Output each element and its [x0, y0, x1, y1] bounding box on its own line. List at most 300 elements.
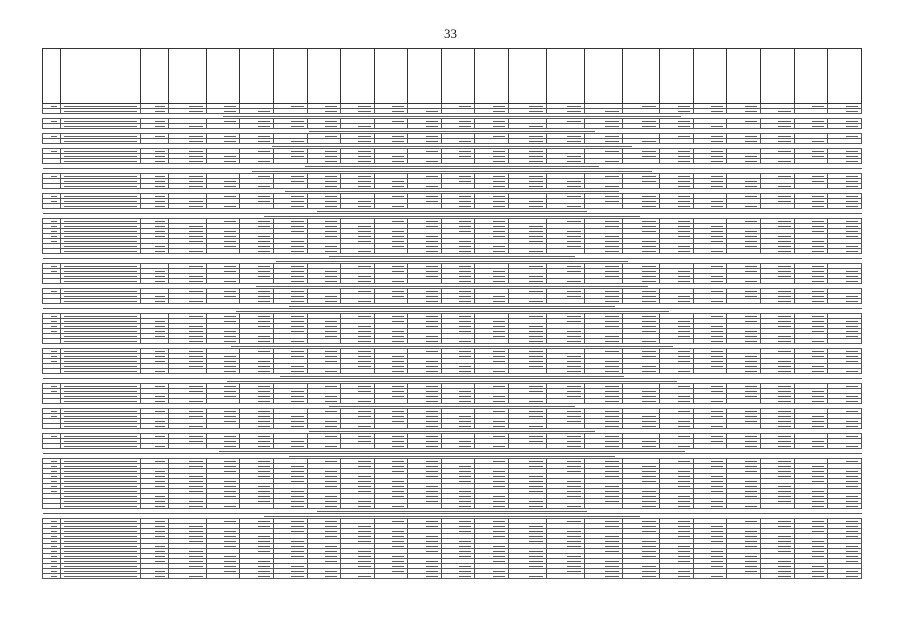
illegible-text-mark	[311, 391, 338, 392]
illegible-text-mark	[711, 466, 723, 467]
illegible-text-mark	[144, 291, 165, 292]
illegible-text-mark	[846, 396, 858, 397]
illegible-text-mark	[378, 276, 405, 277]
illegible-text-mark	[189, 416, 203, 417]
illegible-text-mark	[189, 276, 203, 277]
illegible-text-mark	[567, 546, 581, 547]
illegible-text-mark	[189, 361, 203, 362]
illegible-text-mark	[812, 176, 824, 177]
illegible-text-mark	[778, 241, 790, 242]
illegible-text-mark	[189, 156, 203, 157]
illegible-text-mark	[291, 506, 303, 507]
illegible-text-mark	[642, 351, 656, 352]
illegible-text-mark	[51, 461, 57, 462]
illegible-text-mark	[51, 411, 57, 412]
illegible-text-mark	[411, 181, 438, 182]
illegible-text-mark	[64, 551, 137, 552]
table-cell	[206, 574, 240, 579]
illegible-text-mark	[711, 316, 723, 317]
illegible-text-mark	[224, 206, 236, 207]
illegible-text-mark	[846, 236, 858, 237]
illegible-text-mark	[778, 321, 790, 322]
illegible-text-mark	[846, 526, 858, 527]
illegible-text-mark	[311, 366, 338, 367]
illegible-text-mark	[344, 246, 371, 247]
illegible-text-mark	[812, 341, 824, 342]
illegible-text-mark	[51, 326, 57, 327]
illegible-text-mark	[459, 471, 471, 472]
illegible-text-mark	[224, 396, 236, 397]
illegible-text-mark	[51, 571, 57, 572]
illegible-text-mark	[730, 576, 757, 577]
illegible-text-mark	[426, 441, 438, 442]
illegible-text-mark	[344, 321, 371, 322]
illegible-text-mark	[46, 336, 57, 337]
illegible-text-mark	[358, 351, 370, 352]
illegible-text-mark	[529, 536, 543, 537]
illegible-text-mark	[812, 296, 824, 297]
illegible-text-mark	[277, 136, 304, 137]
illegible-text-mark	[426, 321, 438, 322]
column-header	[441, 49, 475, 104]
illegible-text-mark	[64, 461, 137, 462]
illegible-text-mark	[210, 226, 237, 227]
illegible-text-mark	[291, 526, 303, 527]
illegible-text-mark	[51, 151, 57, 152]
illegible-text-mark	[745, 196, 757, 197]
illegible-text-mark	[46, 281, 57, 282]
illegible-text-mark	[258, 561, 270, 562]
illegible-text-mark	[291, 496, 303, 497]
illegible-text-mark	[144, 441, 165, 442]
illegible-text-mark	[529, 301, 543, 302]
illegible-text-mark	[493, 481, 505, 482]
illegible-text-mark	[325, 481, 337, 482]
illegible-text-mark	[663, 341, 690, 342]
illegible-text-mark	[64, 231, 137, 232]
illegible-text-mark	[51, 561, 57, 562]
illegible-text-mark	[155, 571, 165, 572]
illegible-text-mark	[64, 501, 137, 502]
illegible-text-mark	[778, 136, 790, 137]
illegible-text-mark	[459, 576, 471, 577]
illegible-text-mark	[277, 161, 304, 162]
illegible-text-mark	[189, 301, 203, 302]
illegible-text-mark	[325, 371, 337, 372]
illegible-text-mark	[144, 566, 165, 567]
illegible-text-mark	[189, 536, 203, 537]
illegible-text-mark	[778, 551, 790, 552]
illegible-text-mark	[155, 436, 165, 437]
illegible-text-mark	[567, 196, 581, 197]
illegible-text-mark	[678, 531, 690, 532]
illegible-text-mark	[478, 241, 505, 242]
illegible-text-mark	[567, 291, 581, 292]
illegible-text-mark	[493, 206, 505, 207]
illegible-text-mark	[51, 176, 57, 177]
illegible-text-mark	[567, 281, 581, 282]
illegible-text-mark	[550, 351, 581, 352]
illegible-text-mark	[493, 561, 505, 562]
illegible-text-mark	[243, 181, 270, 182]
illegible-text-mark	[663, 466, 690, 467]
illegible-text-mark	[325, 351, 337, 352]
illegible-text-mark	[605, 291, 619, 292]
illegible-text-mark	[64, 546, 137, 547]
illegible-text-mark	[626, 486, 657, 487]
illegible-text-mark	[812, 541, 824, 542]
illegible-text-mark	[258, 291, 270, 292]
illegible-text-mark	[155, 401, 165, 402]
illegible-text-mark	[344, 271, 371, 272]
illegible-text-mark	[778, 396, 790, 397]
illegible-text-mark	[642, 551, 656, 552]
illegible-text-mark	[325, 561, 337, 562]
illegible-text-mark	[567, 506, 581, 507]
illegible-text-mark	[411, 281, 438, 282]
illegible-text-mark	[426, 151, 438, 152]
illegible-text-mark	[493, 506, 505, 507]
illegible-text-mark	[311, 416, 338, 417]
illegible-text-mark	[605, 196, 619, 197]
illegible-text-mark	[831, 141, 858, 142]
illegible-text-mark	[426, 141, 438, 142]
illegible-text-mark	[778, 246, 790, 247]
illegible-text-mark	[392, 396, 404, 397]
illegible-text-mark	[605, 336, 619, 337]
illegible-text-mark	[358, 556, 370, 557]
illegible-text-mark	[155, 506, 165, 507]
column-header	[794, 49, 828, 104]
illegible-text-mark	[392, 161, 404, 162]
illegible-text-mark	[459, 281, 471, 282]
illegible-text-mark	[529, 291, 543, 292]
illegible-text-mark	[778, 121, 790, 122]
illegible-text-mark	[745, 296, 757, 297]
illegible-text-mark	[678, 536, 690, 537]
illegible-text-mark	[291, 546, 303, 547]
illegible-text-mark	[798, 161, 825, 162]
illegible-text-mark	[277, 411, 304, 412]
illegible-text-mark	[426, 341, 438, 342]
illegible-text-mark	[258, 246, 270, 247]
illegible-text-mark	[459, 466, 471, 467]
illegible-text-mark	[325, 411, 337, 412]
illegible-text-mark	[64, 136, 137, 137]
illegible-text-mark	[711, 526, 723, 527]
illegible-text-mark	[626, 561, 657, 562]
illegible-text-mark	[309, 431, 595, 432]
illegible-text-mark	[155, 321, 165, 322]
illegible-text-mark	[189, 476, 203, 477]
table-cell	[794, 574, 828, 579]
illegible-text-mark	[730, 401, 757, 402]
illegible-text-mark	[258, 576, 270, 577]
illegible-text-mark	[730, 551, 757, 552]
illegible-text-mark	[155, 221, 165, 222]
illegible-text-mark	[711, 536, 723, 537]
illegible-text-mark	[46, 206, 57, 207]
illegible-text-mark	[64, 536, 137, 537]
illegible-text-mark	[64, 246, 137, 247]
illegible-text-mark	[258, 301, 270, 302]
illegible-text-mark	[325, 336, 337, 337]
illegible-text-mark	[605, 121, 619, 122]
illegible-text-mark	[678, 251, 690, 252]
illegible-text-mark	[846, 206, 858, 207]
illegible-text-mark	[258, 411, 270, 412]
illegible-text-mark	[812, 441, 824, 442]
illegible-text-mark	[426, 291, 438, 292]
illegible-text-mark	[745, 391, 757, 392]
illegible-text-mark	[678, 121, 690, 122]
illegible-text-mark	[642, 271, 656, 272]
illegible-text-mark	[258, 201, 270, 202]
illegible-text-mark	[626, 111, 657, 112]
illegible-text-mark	[745, 536, 757, 537]
illegible-text-mark	[459, 156, 471, 157]
illegible-text-mark	[155, 411, 165, 412]
illegible-text-mark	[812, 266, 824, 267]
illegible-text-mark	[64, 371, 137, 372]
illegible-text-mark	[459, 571, 471, 572]
illegible-text-mark	[258, 221, 270, 222]
illegible-text-mark	[277, 561, 304, 562]
illegible-text-mark	[567, 331, 581, 332]
illegible-text-mark	[392, 416, 404, 417]
illegible-text-mark	[344, 396, 371, 397]
illegible-text-mark	[529, 401, 543, 402]
illegible-text-mark	[325, 461, 337, 462]
illegible-text-mark	[550, 151, 581, 152]
table-cell	[374, 574, 408, 579]
illegible-text-mark	[626, 436, 657, 437]
illegible-text-mark	[588, 231, 619, 232]
illegible-text-mark	[605, 221, 619, 222]
illegible-text-mark	[277, 361, 304, 362]
illegible-text-mark	[642, 501, 656, 502]
illegible-text-mark	[189, 466, 203, 467]
illegible-text-mark	[46, 296, 57, 297]
illegible-text-mark	[325, 156, 337, 157]
illegible-text-mark	[291, 206, 303, 207]
illegible-text-mark	[144, 491, 165, 492]
illegible-text-mark	[642, 556, 656, 557]
illegible-text-mark	[642, 231, 656, 232]
illegible-text-mark	[493, 461, 505, 462]
illegible-text-mark	[626, 161, 657, 162]
illegible-text-mark	[711, 576, 723, 577]
illegible-text-mark	[697, 446, 724, 447]
illegible-text-mark	[642, 576, 656, 577]
illegible-text-mark	[445, 386, 472, 387]
illegible-text-mark	[846, 161, 858, 162]
illegible-text-mark	[642, 141, 656, 142]
illegible-text-mark	[745, 141, 757, 142]
illegible-text-mark	[378, 226, 405, 227]
illegible-text-mark	[529, 266, 543, 267]
illegible-text-mark	[291, 501, 303, 502]
illegible-text-mark	[711, 566, 723, 567]
illegible-text-mark	[224, 521, 236, 522]
illegible-text-mark	[678, 446, 690, 447]
illegible-text-mark	[605, 161, 619, 162]
illegible-text-mark	[311, 241, 338, 242]
illegible-text-mark	[512, 121, 543, 122]
illegible-text-mark	[358, 566, 370, 567]
illegible-text-mark	[745, 446, 757, 447]
illegible-text-mark	[642, 416, 656, 417]
illegible-text-mark	[812, 196, 824, 197]
illegible-text-mark	[378, 301, 405, 302]
illegible-text-mark	[846, 106, 858, 107]
illegible-text-mark	[642, 441, 656, 442]
illegible-text-mark	[798, 486, 825, 487]
illegible-text-mark	[51, 576, 57, 577]
illegible-text-mark	[155, 481, 165, 482]
illegible-text-mark	[588, 556, 619, 557]
illegible-text-mark	[678, 321, 690, 322]
illegible-text-mark	[798, 436, 825, 437]
illegible-text-mark	[445, 111, 472, 112]
illegible-text-mark	[172, 546, 203, 547]
illegible-text-mark	[46, 186, 57, 187]
illegible-text-mark	[392, 241, 404, 242]
illegible-text-mark	[224, 471, 236, 472]
illegible-text-mark	[812, 576, 824, 577]
illegible-text-mark	[291, 231, 303, 232]
illegible-text-mark	[189, 576, 203, 577]
illegible-text-mark	[358, 226, 370, 227]
illegible-text-mark	[64, 176, 137, 177]
illegible-text-mark	[258, 551, 270, 552]
illegible-text-mark	[711, 291, 723, 292]
illegible-text-mark	[459, 296, 471, 297]
illegible-text-mark	[678, 331, 690, 332]
illegible-text-mark	[426, 546, 438, 547]
illegible-text-mark	[64, 441, 137, 442]
illegible-text-mark	[697, 396, 724, 397]
illegible-text-mark	[642, 316, 656, 317]
illegible-text-mark	[325, 196, 337, 197]
table-cell	[441, 574, 475, 579]
illegible-text-mark	[445, 411, 472, 412]
illegible-text-mark	[358, 536, 370, 537]
illegible-text-mark	[778, 236, 790, 237]
illegible-text-mark	[155, 521, 165, 522]
illegible-text-mark	[642, 531, 656, 532]
illegible-text-mark	[711, 156, 723, 157]
illegible-text-mark	[426, 326, 438, 327]
illegible-text-mark	[224, 366, 236, 367]
illegible-text-mark	[812, 496, 824, 497]
illegible-text-mark	[711, 556, 723, 557]
illegible-text-mark	[224, 361, 236, 362]
illegible-text-mark	[626, 536, 657, 537]
illegible-text-mark	[392, 561, 404, 562]
illegible-text-mark	[426, 496, 438, 497]
illegible-text-mark	[291, 491, 303, 492]
illegible-text-mark	[812, 421, 824, 422]
illegible-text-mark	[224, 111, 236, 112]
illegible-text-mark	[711, 551, 723, 552]
illegible-text-mark	[258, 251, 270, 252]
illegible-text-mark	[210, 151, 237, 152]
illegible-text-mark	[846, 521, 858, 522]
illegible-text-mark	[529, 326, 543, 327]
illegible-text-mark	[493, 386, 505, 387]
illegible-text-mark	[392, 571, 404, 572]
illegible-text-mark	[459, 181, 471, 182]
illegible-text-mark	[325, 126, 337, 127]
illegible-text-mark	[51, 136, 57, 137]
illegible-text-mark	[529, 551, 543, 552]
illegible-text-mark	[155, 206, 165, 207]
illegible-text-mark	[778, 326, 790, 327]
illegible-text-mark	[711, 176, 723, 177]
illegible-text-mark	[812, 396, 824, 397]
illegible-text-mark	[567, 111, 581, 112]
illegible-text-mark	[392, 536, 404, 537]
illegible-text-mark	[493, 501, 505, 502]
illegible-text-mark	[697, 296, 724, 297]
illegible-text-mark	[277, 486, 304, 487]
illegible-text-mark	[678, 546, 690, 547]
illegible-text-mark	[529, 351, 543, 352]
illegible-text-mark	[846, 371, 858, 372]
illegible-text-mark	[224, 291, 236, 292]
illegible-text-mark	[846, 576, 858, 577]
illegible-text-mark	[64, 446, 137, 447]
illegible-text-mark	[325, 206, 337, 207]
illegible-text-mark	[605, 491, 619, 492]
illegible-text-mark	[46, 181, 57, 182]
illegible-text-mark	[358, 386, 370, 387]
illegible-text-mark	[459, 121, 471, 122]
illegible-text-mark	[493, 546, 505, 547]
illegible-text-mark	[493, 281, 505, 282]
illegible-text-mark	[64, 416, 137, 417]
illegible-text-mark	[745, 266, 757, 267]
illegible-text-mark	[224, 246, 236, 247]
illegible-text-mark	[478, 291, 505, 292]
illegible-text-mark	[64, 236, 137, 237]
illegible-text-mark	[277, 186, 304, 187]
illegible-text-mark	[493, 331, 505, 332]
illegible-text-mark	[291, 356, 303, 357]
illegible-text-mark	[378, 251, 405, 252]
illegible-text-mark	[224, 531, 236, 532]
illegible-text-mark	[678, 526, 690, 527]
illegible-text-mark	[258, 461, 270, 462]
illegible-text-mark	[550, 276, 581, 277]
illegible-text-mark	[426, 266, 438, 267]
illegible-text-mark	[258, 351, 270, 352]
illegible-text-mark	[224, 136, 236, 137]
illegible-text-mark	[64, 331, 137, 332]
illegible-text-mark	[291, 391, 303, 392]
illegible-text-mark	[459, 271, 471, 272]
illegible-text-mark	[642, 396, 656, 397]
illegible-text-mark	[64, 111, 137, 112]
illegible-text-mark	[550, 401, 581, 402]
illegible-text-mark	[697, 371, 724, 372]
illegible-text-mark	[711, 136, 723, 137]
illegible-text-mark	[64, 141, 137, 142]
illegible-text-mark	[155, 111, 165, 112]
illegible-text-mark	[155, 426, 165, 427]
illegible-text-mark	[567, 141, 581, 142]
